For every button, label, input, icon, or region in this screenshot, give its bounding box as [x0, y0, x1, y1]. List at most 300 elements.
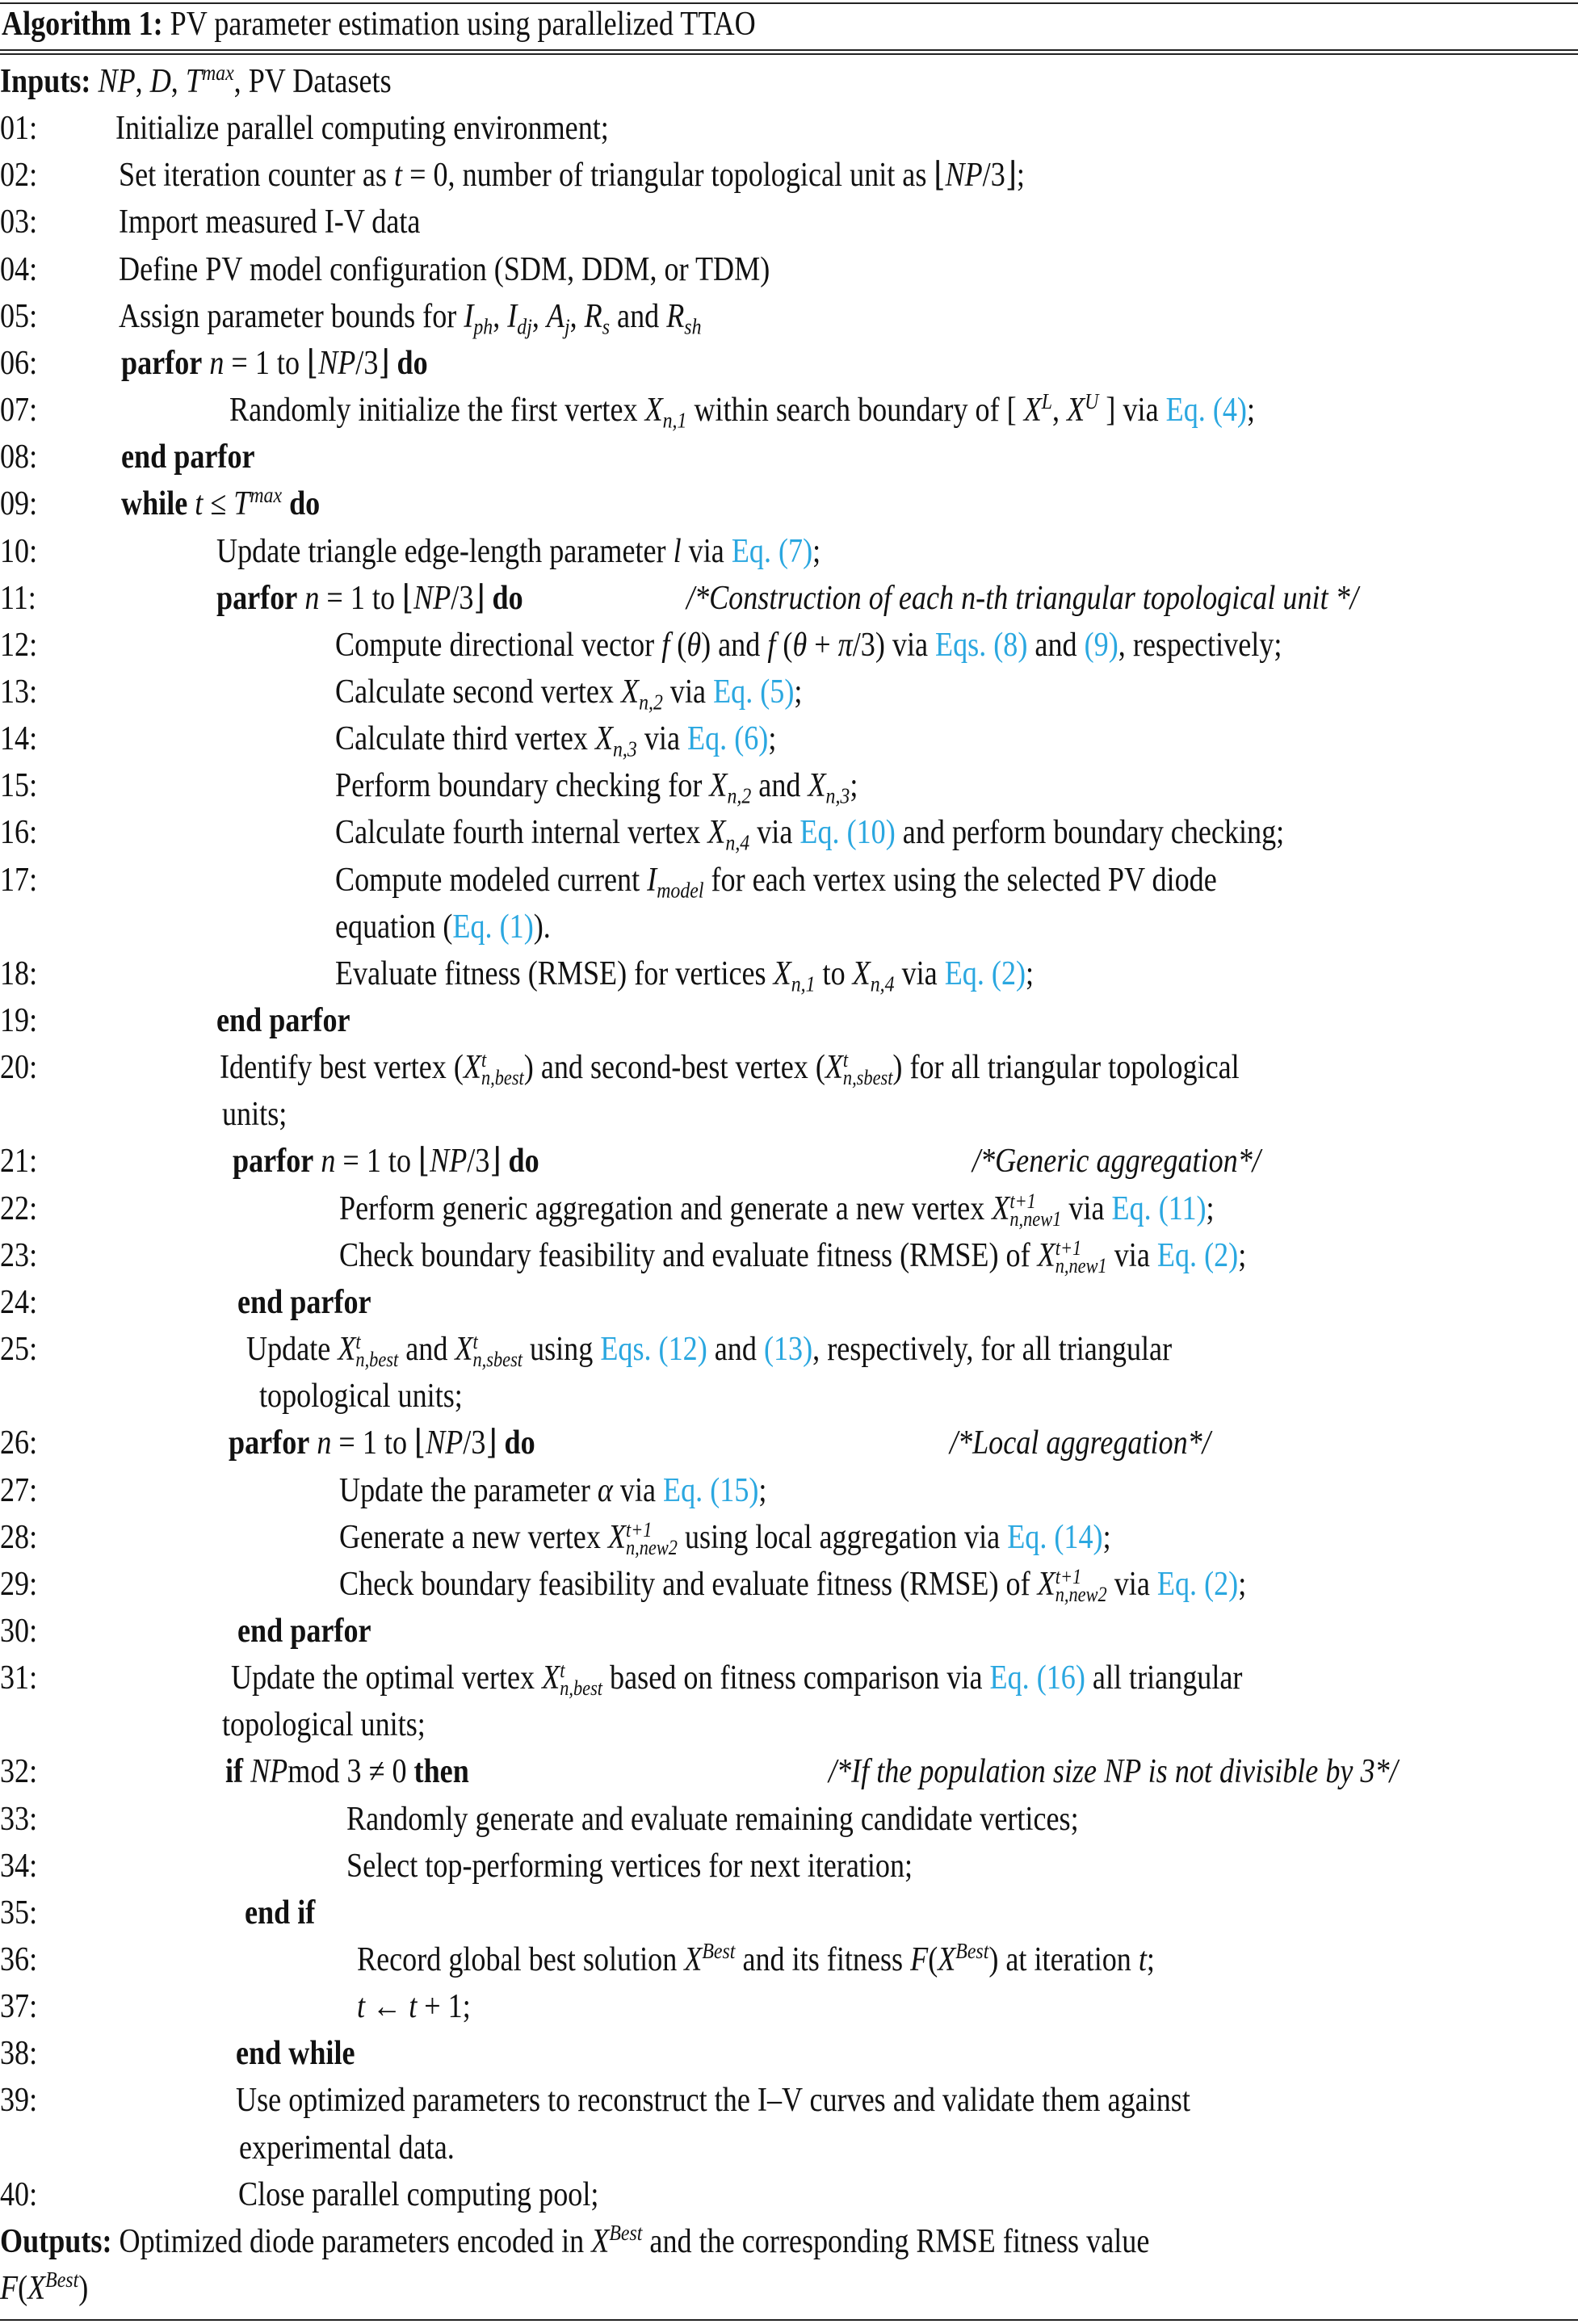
line-content [225, 1748, 469, 1795]
line-number: 33: [0, 1801, 38, 1838]
math-var: NP [945, 157, 983, 194]
text: Identify best vertex ( [220, 1049, 464, 1086]
text: and its fitness [735, 1941, 911, 1978]
algorithm-line [0, 857, 1578, 904]
line-number: 07: [0, 392, 38, 429]
line-content [231, 1655, 1242, 1701]
equation-link[interactable]: (13) [763, 1331, 813, 1368]
math-var: X [938, 1941, 956, 1978]
text: to [815, 955, 853, 992]
line-content [335, 715, 776, 762]
line-number: 34: [0, 1848, 38, 1885]
sup-sub [1009, 1189, 1062, 1231]
text: within search boundary of [ [686, 392, 1024, 429]
text: Record global best solution [357, 1941, 685, 1978]
text: topological units; [222, 1706, 426, 1743]
subscript: n,best [355, 1348, 399, 1371]
math-var: X [992, 1190, 1010, 1227]
math-var: T [185, 63, 202, 100]
subscript: s [602, 313, 611, 339]
text: topological units; [259, 1378, 463, 1415]
equation-link[interactable]: Eq. (11) [1111, 1190, 1207, 1227]
algorithm-line-continuation [0, 58, 1578, 105]
line-content [238, 2171, 598, 2218]
text: = 1 to ⌊ [319, 580, 414, 617]
subscript: n,3 [825, 782, 850, 808]
algorithm-line [0, 1232, 1578, 1279]
math-var: t [357, 1988, 366, 2025]
math-var: NP [426, 1424, 464, 1462]
math-var: X [463, 1049, 481, 1086]
keyword: end while [236, 2035, 355, 2072]
algorithm-line-continuation [0, 2125, 1578, 2171]
keyword: end parfor [237, 1284, 371, 1321]
line-content [0, 58, 392, 105]
line-content [339, 1514, 1111, 1561]
math-var: A [546, 298, 564, 335]
superscript: t+1 [1009, 1189, 1036, 1213]
math-var: θ [686, 627, 702, 664]
algorithm-line [0, 480, 1578, 527]
algorithm-line [0, 246, 1578, 293]
superscript: t [472, 1330, 478, 1353]
math-var: X [607, 1519, 626, 1556]
equation-link[interactable]: Eq. (10) [799, 814, 896, 851]
math-var: X [709, 767, 728, 804]
text: ; [794, 673, 803, 711]
algorithm-line [0, 152, 1578, 199]
text: Define PV model configuration (SDM, DDM, or TDM) [119, 251, 770, 288]
line-content [236, 2077, 1190, 2124]
sup-sub [355, 1330, 399, 1371]
subscript: n,new2 [625, 1536, 678, 1559]
line-content [357, 1936, 1155, 1983]
text: via [681, 533, 732, 570]
line-content [233, 1138, 539, 1185]
text: PV parameter estimation using parallelized TTAO [162, 6, 756, 43]
line-number: 19: [0, 1002, 38, 1039]
text [90, 63, 98, 100]
algorithm-line-continuation [0, 2265, 1578, 2312]
line-number: 14: [0, 720, 38, 757]
text: ; [1146, 1941, 1155, 1978]
line-number: 21: [0, 1143, 38, 1180]
equation-link[interactable]: Eq. (2) [944, 955, 1026, 992]
algorithm-title [2, 3, 756, 45]
equation-link[interactable]: Eqs. (8) [935, 627, 1028, 664]
text: based on fitness comparison via [602, 1659, 990, 1697]
line-content [335, 762, 858, 809]
math-var: NP [98, 63, 136, 100]
text: Calculate third vertex [335, 720, 595, 757]
algorithm-line [0, 1843, 1578, 1890]
text: Update [246, 1331, 338, 1368]
text: ( [18, 2270, 28, 2307]
math-var: X [825, 1049, 843, 1086]
text: ( [928, 1941, 938, 1978]
line-number: 37: [0, 1988, 38, 2025]
line-content [119, 293, 701, 340]
line-content [121, 434, 255, 480]
text: /3⌋; [982, 157, 1025, 194]
algorithm-line [0, 1185, 1578, 1232]
equation-link[interactable]: Eq. (2) [1156, 1237, 1239, 1274]
algorithm-line [0, 622, 1578, 669]
equation-link[interactable]: Eqs. (12) [600, 1331, 707, 1368]
text: ; [1246, 392, 1255, 429]
math-var: X [1067, 392, 1085, 429]
math-var: f [661, 627, 670, 664]
text: ; [1206, 1190, 1215, 1227]
line-number: 26: [0, 1424, 38, 1462]
text: ) at iteration [988, 1941, 1139, 1978]
text: , respectively; [1118, 627, 1282, 664]
algorithm-line [0, 1044, 1578, 1091]
text: Check boundary feasibility and evaluate fitness (RMSE) of [339, 1237, 1038, 1274]
sup-sub [472, 1330, 523, 1371]
keyword: parfor [216, 580, 298, 617]
superscript: t+1 [625, 1518, 653, 1542]
keyword: do [504, 1424, 535, 1462]
algorithm-line [0, 1420, 1578, 1466]
algorithm-line [0, 1608, 1578, 1655]
text: Compute directional vector [335, 627, 662, 664]
equation-link[interactable]: Eq. (2) [1156, 1566, 1239, 1603]
line-number: 02: [0, 157, 38, 194]
superscript: t+1 [1055, 1236, 1082, 1260]
line-number: 27: [0, 1472, 38, 1509]
keyword: do [492, 580, 523, 617]
math-var: NP [250, 1753, 288, 1790]
math-var: NP [413, 580, 451, 617]
text: mod 3 ≠ 0 [287, 1753, 414, 1790]
sup-sub [560, 1659, 603, 1700]
algorithm-line [0, 2030, 1578, 2077]
algorithm-line [0, 1561, 1578, 1608]
equation-link[interactable]: Eq. (14) [1007, 1519, 1103, 1556]
equation-link[interactable]: Eq. (6) [687, 720, 769, 757]
line-number: 08: [0, 438, 38, 476]
math-var: π [837, 627, 853, 664]
subscript: n,4 [870, 971, 895, 996]
line-content [222, 1701, 426, 1748]
text: using local aggregation via [677, 1519, 1008, 1556]
sup-sub [625, 1518, 678, 1559]
equation-link[interactable]: Eq. (1) [452, 908, 534, 946]
equation-link[interactable]: Eq. (4) [1165, 392, 1247, 429]
line-number: 23: [0, 1237, 38, 1274]
algorithm-line [0, 1467, 1578, 1514]
line-content [119, 199, 420, 245]
math-var: t [409, 1988, 418, 2025]
math-var: NP [430, 1143, 468, 1180]
subscript: n,best [481, 1066, 524, 1089]
text: ). [533, 908, 551, 946]
subscript: n,2 [727, 782, 752, 808]
math-var: X [591, 2223, 610, 2260]
line-number: 17: [0, 862, 38, 899]
line-number: 16: [0, 814, 38, 851]
text [202, 345, 209, 382]
line-content [121, 340, 428, 387]
subscript: n,new1 [1009, 1207, 1062, 1231]
math-var: X [338, 1331, 356, 1368]
keyword: end parfor [216, 1002, 350, 1039]
subscript: n,best [560, 1676, 603, 1700]
line-number: 10: [0, 533, 38, 570]
text: Randomly initialize the first vertex [229, 392, 645, 429]
superscript: Best [955, 1937, 989, 1963]
equation-link[interactable]: Eq. (15) [663, 1472, 759, 1509]
subscript: n,1 [791, 971, 816, 996]
algorithm-line [0, 387, 1578, 434]
text: , [569, 298, 585, 335]
algorithm-line-continuation [0, 1701, 1578, 1748]
math-var: X [644, 392, 663, 429]
keyword: Inputs: [0, 63, 91, 100]
line-number: 29: [0, 1566, 38, 1603]
line-content [121, 480, 320, 527]
text: for each vertex using the selected PV diode [703, 862, 1217, 899]
text: Select top-performing vertices for next iteration; [346, 1848, 913, 1885]
text: units; [222, 1096, 287, 1133]
algorithm-line-continuation [0, 1091, 1578, 1138]
math-var: n [209, 345, 225, 382]
line-content [245, 1890, 315, 1936]
keyword: do [397, 345, 428, 382]
text: Compute modeled current [335, 862, 648, 899]
text: ; [1238, 1237, 1247, 1274]
math-var: I [507, 298, 518, 335]
line-number: 28: [0, 1519, 38, 1556]
equation-link[interactable]: Eq. (16) [989, 1659, 1085, 1697]
text: and [751, 767, 808, 804]
text: ) for all triangular topological [892, 1049, 1240, 1086]
text: Import measured I-V data [119, 203, 421, 241]
sup-sub [842, 1048, 893, 1089]
math-var: X [542, 1659, 560, 1697]
text: Calculate second vertex [335, 673, 622, 711]
superscript: max [201, 59, 234, 85]
line-number: 11: [0, 580, 36, 617]
text: ; [1026, 955, 1035, 992]
superscript: max [250, 481, 283, 507]
algorithm-line-continuation [0, 1373, 1578, 1420]
text [309, 1424, 317, 1462]
text: Update triangle edge-length parameter [216, 533, 674, 570]
algorithm-line [0, 199, 1578, 245]
subscript: ph [473, 313, 493, 339]
text: via [662, 673, 714, 711]
text: + 1; [417, 1988, 471, 2025]
math-var: NP [318, 345, 356, 382]
subscript: n,2 [639, 689, 663, 715]
subscript: n,sbest [842, 1066, 893, 1089]
line-number: 24: [0, 1284, 38, 1321]
text: , [170, 63, 186, 100]
line-number: 20: [0, 1049, 38, 1086]
title-double-rule-bottom [0, 53, 1578, 55]
algorithm-line-continuation [0, 2218, 1578, 2265]
math-var: X [1023, 392, 1042, 429]
code-comment: /*If the population size NP is not divisible by 3*/ [829, 1753, 1398, 1790]
subscript: j [564, 313, 570, 339]
text: ) [78, 2270, 89, 2307]
algorithm-line [0, 669, 1578, 715]
line-number: 36: [0, 1941, 38, 1978]
text: via [749, 814, 800, 851]
equation-link[interactable]: (9) [1084, 627, 1118, 664]
math-var: X [455, 1331, 473, 1368]
line-content [357, 1983, 471, 2030]
text: = 1 to ⌊ [335, 1143, 430, 1180]
algorithm-line [0, 1514, 1578, 1561]
math-var: l [673, 533, 682, 570]
math-var: n [317, 1424, 332, 1462]
line-number: 25: [0, 1331, 38, 1368]
text: via [894, 955, 945, 992]
line-number: 09: [0, 485, 38, 522]
text: /3⌋ [451, 580, 493, 617]
line-content [0, 2218, 1149, 2265]
line-content [216, 528, 820, 575]
text: = 0, number of triangular topological unit as ⌊ [402, 157, 946, 194]
text: Calculate fourth internal vertex [335, 814, 708, 851]
text: /3⌋ [467, 1143, 509, 1180]
line-content [237, 1279, 371, 1326]
keyword: do [508, 1143, 539, 1180]
keyword: end if [245, 1894, 316, 1932]
code-comment: /*Construction of each n-th triangular topological unit */ [686, 580, 1358, 617]
text: and [398, 1331, 455, 1368]
math-var: X [621, 673, 640, 711]
superscript: t+1 [1055, 1565, 1082, 1588]
text: Assign parameter bounds for [119, 298, 464, 335]
math-var: t [1138, 1941, 1147, 1978]
keyword: if [225, 1753, 244, 1790]
line-content [119, 246, 770, 293]
text: , [493, 298, 508, 335]
algorithm-line [0, 809, 1578, 856]
text: ; [768, 720, 777, 757]
math-var: X [808, 767, 826, 804]
math-var: X [707, 814, 726, 851]
text: ← [365, 1988, 409, 2025]
algorithm-line [0, 997, 1578, 1044]
line-content [239, 2125, 455, 2171]
math-var: X [773, 955, 791, 992]
line-number: 39: [0, 2082, 38, 2119]
text: , [1052, 392, 1068, 429]
subscript: n,3 [613, 736, 637, 761]
subscript: n,4 [725, 829, 750, 855]
sup-sub [481, 1048, 524, 1089]
text: ; [1102, 1519, 1111, 1556]
text [313, 1143, 321, 1180]
math-var: θ [792, 627, 808, 664]
text: ] via [1098, 392, 1166, 429]
superscript: U [1085, 388, 1099, 413]
superscript: Best [702, 1937, 736, 1963]
line-content [339, 1232, 1246, 1279]
text: Generate a new vertex [339, 1519, 608, 1556]
text: Update the optimal vertex [231, 1659, 543, 1697]
superscript: t [560, 1659, 565, 1682]
superscript: Best [45, 2266, 79, 2292]
math-var: X [852, 955, 871, 992]
keyword: while [121, 485, 188, 522]
line-content [335, 950, 1034, 997]
math-var: n [304, 580, 320, 617]
line-number: 13: [0, 673, 38, 711]
keyword: Algorithm 1: [2, 6, 163, 43]
text: Perform boundary checking for [335, 767, 710, 804]
keyword: end parfor [121, 438, 255, 476]
algorithm-line [0, 762, 1578, 809]
algorithm-line [0, 105, 1578, 152]
text: and [1027, 627, 1085, 664]
equation-link[interactable]: Eq. (5) [713, 673, 795, 711]
algorithm-line [0, 575, 1578, 622]
math-var: X [27, 2270, 46, 2307]
text: Close parallel computing pool; [238, 2176, 599, 2213]
keyword: then [413, 1753, 469, 1790]
line-content [246, 1326, 1172, 1373]
line-content [339, 1561, 1246, 1608]
text [297, 580, 304, 617]
math-var: R [666, 298, 685, 335]
math-var: f [767, 627, 776, 664]
line-content [0, 2265, 88, 2312]
math-var: D [149, 63, 171, 100]
line-number: 38: [0, 2035, 38, 2072]
text: Randomly generate and evaluate remaining candidate vertices; [346, 1801, 1079, 1838]
text: , respectively, for all triangular [812, 1331, 1173, 1368]
algorithm-line [0, 2077, 1578, 2124]
text: , PV Datasets [233, 63, 392, 100]
superscript: L [1041, 388, 1053, 413]
subscript: n,new2 [1055, 1583, 1107, 1606]
math-var: I [464, 298, 474, 335]
line-content [222, 1091, 287, 1138]
algorithm-line [0, 1279, 1578, 1326]
math-var: X [684, 1941, 703, 1978]
title-double-rule-top [0, 49, 1578, 51]
equation-link[interactable]: Eq. (7) [731, 533, 813, 570]
algorithm-line-continuation [0, 904, 1578, 950]
line-number: 12: [0, 627, 38, 664]
line-content [339, 1185, 1215, 1232]
line-content [220, 1044, 1240, 1091]
text: , [135, 63, 150, 100]
line-content [335, 857, 1217, 904]
line-number: 05: [0, 298, 38, 335]
line-number: 15: [0, 767, 38, 804]
subscript: sh [684, 313, 702, 339]
math-var: R [584, 298, 602, 335]
keyword: end parfor [237, 1613, 371, 1650]
math-var: F [0, 2270, 19, 2307]
bottom-rule [0, 2319, 1578, 2321]
line-content [346, 1796, 1079, 1843]
text: ( [669, 627, 687, 664]
subscript: dj [517, 313, 532, 339]
line-content [259, 1373, 463, 1420]
line-content [335, 622, 1282, 669]
math-var: I [647, 862, 657, 899]
math-var: t [394, 157, 403, 194]
keyword: parfor [121, 345, 203, 382]
